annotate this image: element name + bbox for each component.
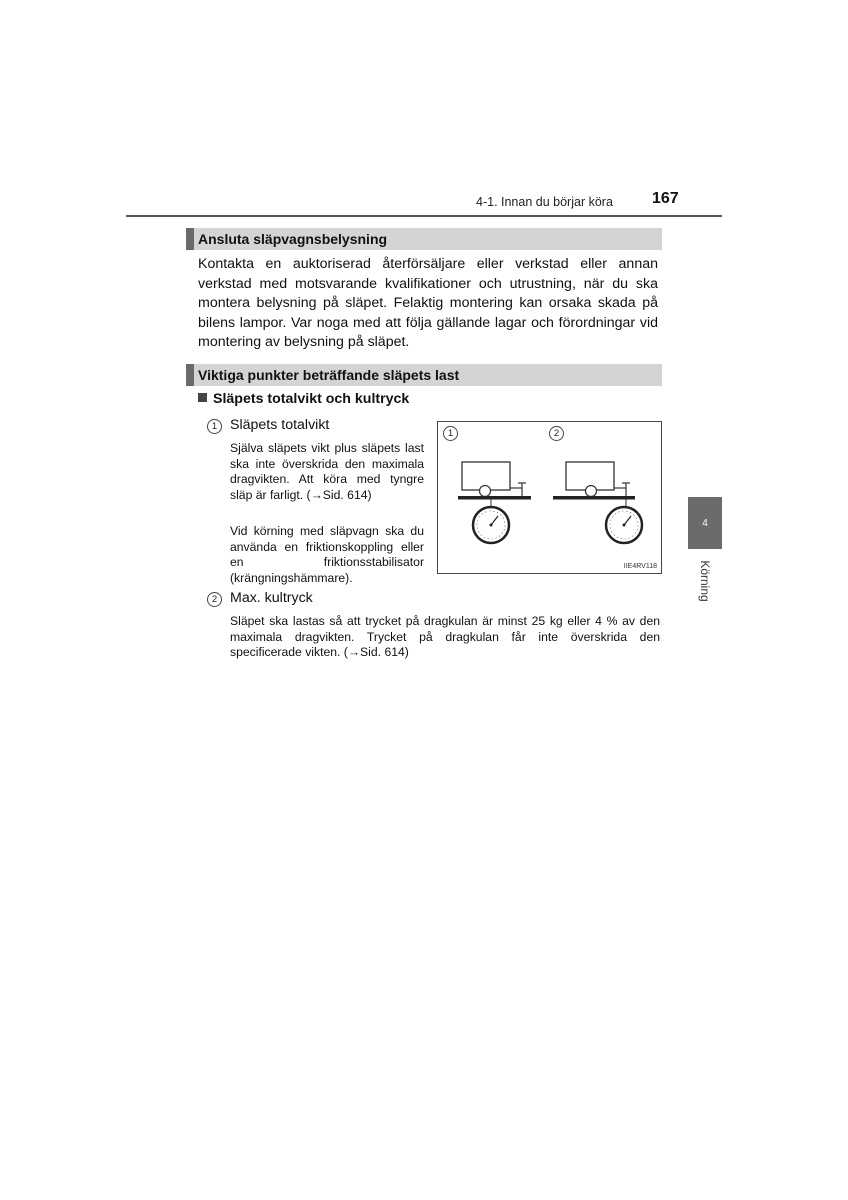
trailer-weight-diagram	[458, 462, 531, 543]
tongue-weight-diagram	[553, 462, 642, 543]
subheading	[198, 391, 409, 407]
item-1-number-icon: 1	[207, 419, 222, 434]
item-1-text-2: Vid körning med släpvagn ska du använda en friktionskoppling eller en friktionsstabilisator (krängningshämmare).	[230, 524, 424, 585]
item-1-text-1: Själva släpets vikt plus släpets last ska inte överskrida den maximala dragvikten. Att köra med tyngre släp är farligt. (→Sid. 614)	[230, 441, 424, 502]
square-bullet-icon	[198, 393, 207, 402]
trailer-load-figure	[437, 421, 662, 574]
chapter-number: 4	[702, 517, 708, 529]
page-number: 167	[652, 190, 679, 207]
section-heading-trailer-load: Viktiga punkter beträffande släpets last	[186, 364, 662, 386]
section-body-lighting: Kontakta en auktoriserad återförsäljare eller verkstad eller annan verkstad med motsvarande kvalifikationer och utrustning, när du ska montera belysning på släpet. Felaktig montering kan orsaka skada på bilens lampor. Var noga med att följa gällande lagar och förordningar vid montering av belysning på släpet.	[198, 256, 658, 350]
figure-label-1: 1	[443, 426, 458, 441]
trailer-scale-illustration	[438, 422, 663, 575]
item-2-text: Släpet ska lastas så att trycket på dragkulan är minst 25 kg eller 4 % av den maximala dragvikten. Trycket på dragkulan får inte överskrida den specificerade vikten. (→Sid. 614)	[230, 614, 660, 660]
item-1-title: Släpets totalvikt	[230, 417, 330, 433]
chapter-label: Körning	[698, 560, 712, 602]
running-header-section: 4-1. Innan du börjar köra	[476, 195, 613, 209]
item-2-title: Max. kultryck	[230, 590, 313, 606]
item-2-number-icon: 2	[207, 592, 222, 607]
figure-code: IIE4RV118	[623, 563, 657, 570]
chapter-tab	[688, 497, 722, 549]
section-heading-lighting: Ansluta släpvagnsbelysning	[186, 228, 662, 250]
figure-label-2: 2	[549, 426, 564, 441]
header-divider	[126, 215, 722, 217]
subheading-text: Släpets totalvikt och kultryck	[213, 391, 410, 407]
